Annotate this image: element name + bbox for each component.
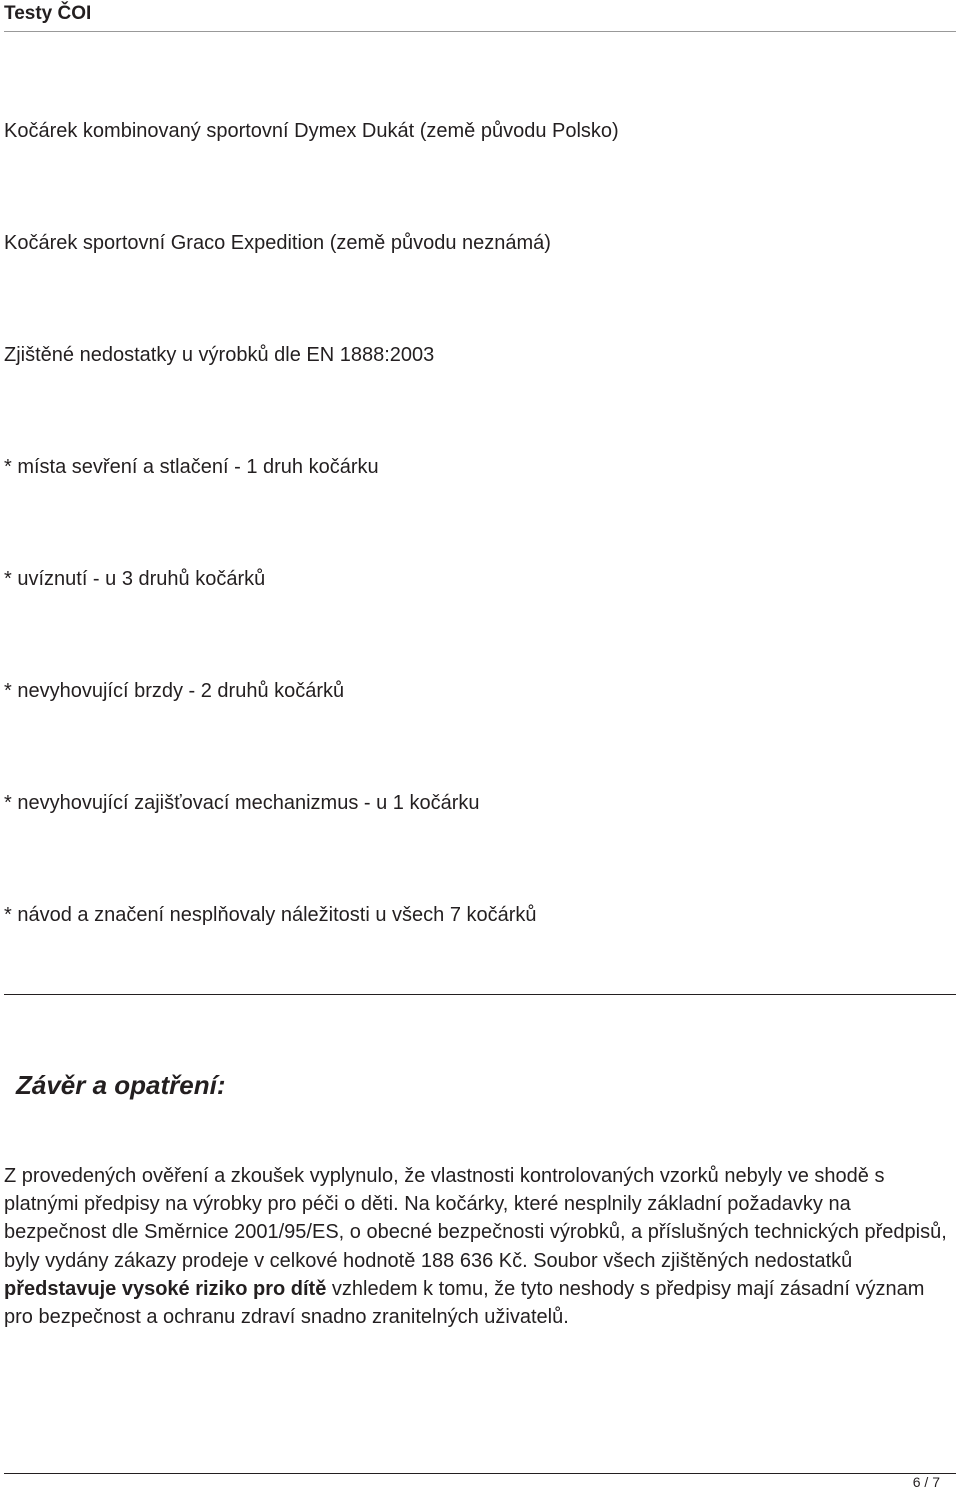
header-divider [4,31,956,32]
defect-item-entrapment: * uvíznutí - u 3 druhů kočárků [4,568,266,590]
conclusion-text-end: vzhledem k tomu, že tyto neshody s předpisy mají zásadní význam pro bezpečnost a ochranu zdraví snadno zranitelných uživatelů. [4,1277,925,1329]
conclusion-heading: Závěr a opatření: [16,1070,226,1100]
footer-divider [4,1473,956,1474]
defect-item-brakes: * nevyhovující brzdy - 2 druhů kočárků [4,680,345,702]
conclusion-paragraph [4,1162,954,1331]
conclusion-text-start: Z provedených ověření a zkoušek vyplynulo, že vlastnosti kontrolovaných vzorků nebyly ve shodě s platnými předpisy na výrobky pro péči o děti. Na kočárky, které nesplnily základní požadavky na bezpečnost dle Směrnice 2001/95/ES, o obecné bezpečnosti výrobků, a příslušných technických předpisů, byly vydány zákazy prodeje v celkové hodnotě 188 636 Kč. Soubor všech zjištěných nedostatků [4,1165,947,1272]
page-number: 6 / 7 [912,1474,940,1490]
section-divider [4,994,956,995]
product-item-dymex: Kočárek kombinovaný sportovní Dymex Dukát (země původu Polsko) [4,120,619,142]
defect-item-pinching: * místa sevření a stlačení - 1 druh kočárku [4,456,379,478]
defect-item-locking-mechanism: * nevyhovující zajišťovací mechanizmus - u 1 kočárku [4,792,480,814]
conclusion-text-emphasis: představuje vysoké riziko pro dítě [4,1277,327,1300]
defect-item-instructions: * návod a značení nesplňovaly náležitosti u všech 7 kočárků [4,904,537,926]
defects-heading: Zjištěné nedostatky u výrobků dle EN 1888:2003 [4,344,435,366]
product-item-graco: Kočárek sportovní Graco Expedition (země původu neznámá) [4,232,551,254]
document-title: Testy ČOI [4,3,92,24]
